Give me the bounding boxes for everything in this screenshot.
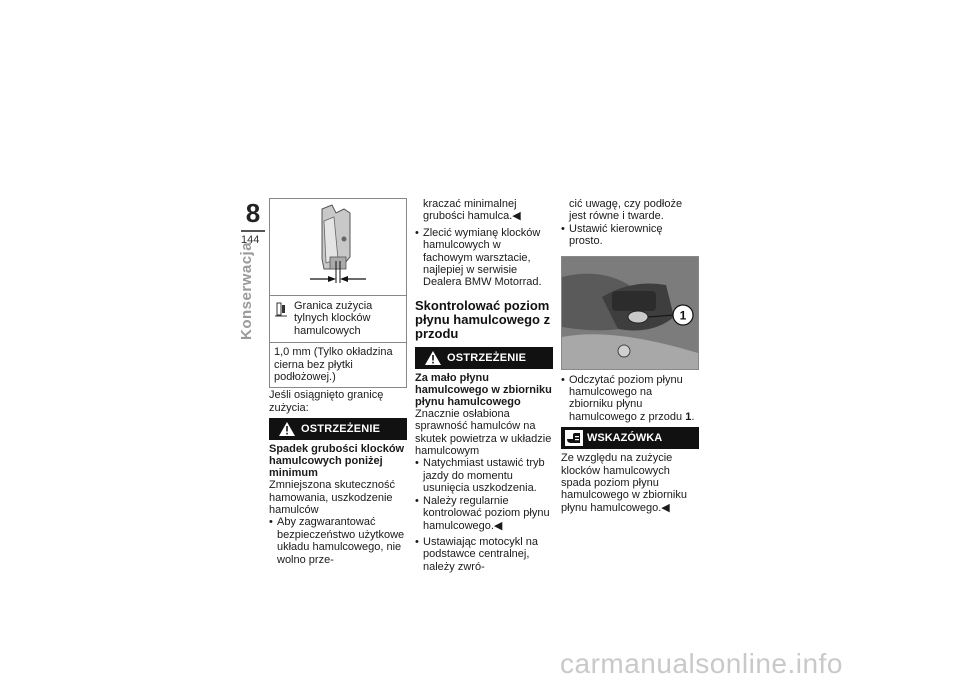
side-title-text: Konserwacja xyxy=(238,241,255,340)
list-item-text: Aby zagwarantować bezpieczeństwo użytkowe układu hamulcowego, nie wolno prze- xyxy=(277,516,405,566)
bullet-mark: • xyxy=(561,373,565,386)
list-item-text: Ustawiając motocykl na podstawce centralnej, należy zwró- xyxy=(423,535,538,573)
continued-text: kraczać minimalnej grubości hamulca.◀ xyxy=(423,198,521,223)
reservoir-illustration xyxy=(562,257,698,369)
column-1 xyxy=(269,198,407,566)
warning-label: OSTRZEŻENIE xyxy=(301,423,381,436)
column-2 xyxy=(415,198,553,573)
chapter-number: 8 xyxy=(245,198,261,228)
intro-text: Jeśli osiągnięto granicę zużycia: xyxy=(269,389,384,414)
list-item-text-end: . xyxy=(691,410,695,423)
list-item xyxy=(415,495,553,532)
list-item xyxy=(269,516,407,566)
hint-hand-icon xyxy=(565,430,583,446)
wear-limit-value: 1,0 mm (Tylko okładzina cierna bez płytki podłożowej.) xyxy=(274,346,393,384)
chapter-divider xyxy=(241,230,265,232)
watermark: carmanualsonline.info xyxy=(560,648,843,679)
callout-1: 1 xyxy=(679,308,687,323)
warning-triangle-icon xyxy=(279,422,295,436)
page-number: 144 xyxy=(241,234,260,246)
column-3 xyxy=(561,198,699,514)
brake-pad-icon xyxy=(274,300,292,337)
bullet-mark: • xyxy=(269,516,273,529)
list-item-text: Natychmiast ustawić tryb jazdy do momentu usunięcia uszkodzenia. xyxy=(423,457,545,495)
bullet-mark: • xyxy=(415,457,419,470)
bullet-mark: • xyxy=(415,535,419,548)
continued-text: cić uwagę, czy podłoże jest równe i twarde. xyxy=(569,198,683,223)
list-item-text xyxy=(569,374,699,424)
wear-limit-row xyxy=(270,296,406,343)
brake-pad-figure xyxy=(269,198,407,296)
hint-banner xyxy=(561,427,699,449)
warning-text: Zmniejszona skuteczność hamowania, uszkodzenie hamulców xyxy=(269,479,395,517)
list-item-text: Należy regularnie kontrolować poziom płynu hamulcowego.◀ xyxy=(423,494,550,532)
list-item xyxy=(561,374,699,424)
warning-text: Znacznie osłabiona sprawność hamulców na skutek powietrza w układzie hamulcowym xyxy=(415,407,552,458)
bullet-mark: • xyxy=(561,222,565,235)
section-title: Skontrolować poziom płynu hamulcowego z przodu xyxy=(415,297,551,341)
list-item xyxy=(415,227,553,289)
list-item xyxy=(561,223,699,248)
hint-text: Ze względu na zużycie klocków hamulcowych spada poziom płynu hamulcowego w zbiorniku płynu hamulcowego.◀ xyxy=(561,452,687,514)
warning-banner xyxy=(269,418,407,440)
wear-limit-table xyxy=(269,296,407,388)
brake-pad-illustration xyxy=(270,199,406,295)
list-item-text-main: Odczytać poziom płynu hamulcowego na zbiorniku płynu hamulcowego z przodu xyxy=(569,373,683,423)
bullet-mark: • xyxy=(415,494,419,507)
list-item xyxy=(415,536,553,573)
hint-label: WSKAZÓWKA xyxy=(587,432,663,445)
list-item-text: Ustawić kierownicę prosto. xyxy=(569,222,663,248)
warning-title: Za mało płynu hamulcowego w zbiorniku płynu hamulcowego xyxy=(415,371,552,408)
list-item-text: Zlecić wymianę klocków hamulcowych w fachowym warsztacie, najlepiej w serwisie Dealera BMW Motorrad. xyxy=(423,226,542,289)
brake-fluid-reservoir-photo xyxy=(561,256,699,370)
wear-limit-label: Granica zużycia tylnych klocków hamulcowych xyxy=(294,300,373,337)
bullet-mark: • xyxy=(415,226,419,239)
list-item xyxy=(415,457,553,494)
warning-triangle-icon xyxy=(425,351,441,365)
warning-label: OSTRZEŻENIE xyxy=(447,351,527,364)
callout-ref: 1 xyxy=(685,410,692,423)
warning-banner xyxy=(415,347,553,369)
warning-title: Spadek grubości klocków hamulcowych poniżej minimum xyxy=(269,443,405,480)
